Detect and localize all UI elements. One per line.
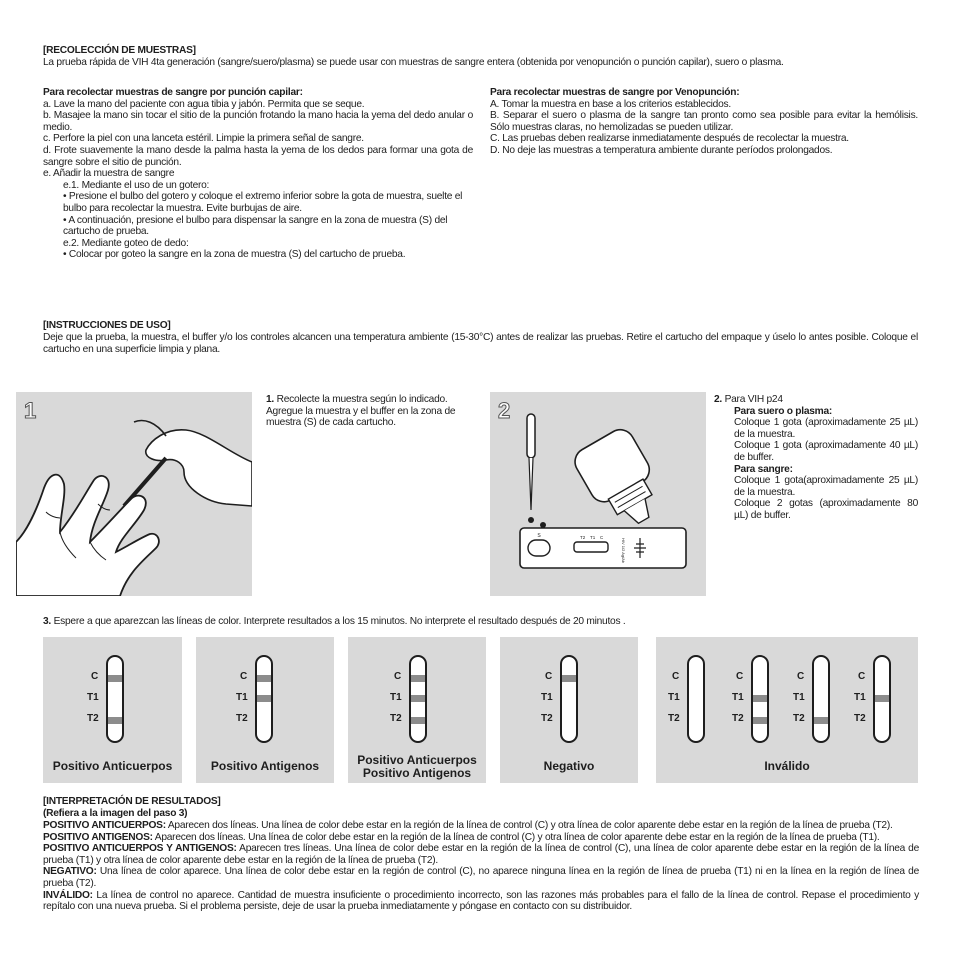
label-c: C [672,671,680,682]
step2-text [714,394,918,522]
result-panel-negative [500,637,638,783]
band-t1 [411,695,425,702]
step3-text [43,616,923,628]
band-t2 [411,717,425,724]
step2-serum-b: Coloque 1 gota (aproximadamente 40 µL) de buffer. [734,440,918,463]
label-t2: T2 [390,713,402,724]
result-caption-line2: Positivo Antigenos [362,766,472,780]
interpretation-positive-both [43,843,919,866]
label-c: C [858,671,866,682]
capillary-title: Para recolectar muestras de sangre por punción capilar: [43,87,303,98]
term: POSITIVO ANTICUERPOS: [43,820,166,831]
label-t1: T1 [793,692,805,703]
test-strip [409,655,427,743]
test-strip [812,655,830,743]
capillary-step-c: c. Perfore la piel con una lanceta estéril. Limpie la primera señal de sangre. [43,133,364,145]
venous-title: Para recolectar muestras de sangre por Venopunción: [490,87,740,98]
capillary-step-e2a: • Colocar por goteo la sangre en la zona de muestra (S) del cartucho de prueba. [63,249,406,261]
capillary-step-a: a. Lave la mano del paciente con agua tibia y jabón. Permita que se seque. [43,98,365,110]
dropper-cassette-illustration [490,392,706,596]
capillary-section [43,87,473,261]
result-caption [348,754,486,780]
label-c: C [797,671,805,682]
cassette-t1-label: T1 [590,535,596,540]
term: POSITIVO ANTICUERPOS Y ANTIGENOS: [43,843,237,855]
test-strip [106,655,124,743]
step2-badge: 2 [498,398,511,423]
result-panel-invalid [656,637,918,783]
interpretation-negative [43,866,919,889]
cassette-t2-label: T2 [580,535,586,540]
result-panel-positive-both [348,637,486,783]
band-c [108,675,122,682]
term: NEGATIVO: [43,866,97,878]
result-caption: Inválido [764,759,810,773]
capillary-step-e: e. Añadir la muestra de sangre [43,168,175,180]
definition: Aparecen dos líneas. Una línea de color debe estar en la región de la línea de control (C) y otra línea de color aparente debe estar en la región de la línea de prueba (T2). [165,820,893,831]
label-c: C [91,671,99,682]
label-t2: T2 [87,713,99,724]
capillary-step-e2: e.2. Mediante goteo de dedo: [63,237,189,249]
label-t2: T2 [236,713,248,724]
step2-serum-a: Coloque 1 gota (aproximadamente 25 µL) de la muestra. [734,417,918,440]
label-c: C [240,671,248,682]
result-caption-line1: Positivo Anticuerpos [357,753,477,767]
label-c: C [545,671,553,682]
band-c [562,675,576,682]
step2-serum-title: Para suero o plasma: [734,405,833,417]
step2-title: Para VIH p24 [724,394,783,405]
test-strip [255,655,273,743]
band-t2 [814,717,828,724]
hand-lancet-illustration [16,392,252,596]
test-strip [873,655,891,743]
label-c: C [394,671,402,682]
interpretation-positive-antibodies [43,820,919,832]
band-t2 [753,717,767,724]
label-t2: T2 [793,713,805,724]
sample-intro: La prueba rápida de VIH 4ta generación (sangre/suero/plasma) se puede usar con muestras de sangre entera (obtenida por venopunción o punción capilar), suero o plasma. [43,57,784,68]
venous-step-b: B. Separar el suero o plasma de la sangre tan pronto como sea posible para evitar la hemólisis. Sólo muestras claras, no hemolizadas se pueden utilizar. [490,110,918,133]
label-t2: T2 [541,713,553,724]
interpretation-invalid [43,890,919,913]
definition: La línea de control no aparece. Cantidad de muestra insuficiente o procedimiento incorrecto, son las razones más probables para el fallo de la línea de control. Repase el procedimiento y repítalo con una nueva prueba. Si el problema persiste, deje de usar la prueba inmediatamente y póngase en contacto con su distribuidor. [43,889,919,913]
cassette-c-label: C [600,535,604,540]
label-t2: T2 [668,713,680,724]
step2-blood-b: Coloque 2 gotas (aproximadamente 80 µL) de buffer. [734,498,918,521]
venous-section [490,87,918,157]
test-strip [560,655,578,743]
instructions-heading: [INSTRUCCIONES DE USO] [43,320,171,331]
test-strip [687,655,705,743]
label-t1: T1 [732,692,744,703]
interpretation-list [43,820,919,913]
step1-badge: 1 [24,398,37,423]
venous-step-a: A. Tomar la muestra en base a los criterios establecidos. [490,98,731,110]
interpretation-ref: (Refiera a la imagen del paso 3) [43,808,188,819]
band-t1 [875,695,889,702]
capillary-step-d: d. Frote suavemente la mano desde la palma hasta la yema de los dedos para formar una gota de sangre sobre el sitio de punción. [43,144,473,168]
label-t2: T2 [732,713,744,724]
step2-blood-title: Para sangre: [734,463,793,475]
capillary-step-e1a: • Presione el bulbo del gotero y coloque el extremo inferior sobre la gota de muestra, suelte el bulbo para recolectar la muestra. Evite burbujas de aire. [63,191,463,214]
band-c [411,675,425,682]
label-t1: T1 [87,692,99,703]
definition: Una línea de color aparece. Una línea de color debe estar en la región de control (C), no aparece ninguna línea en la región de línea de prueba (T1) ni en la línea en la región de línea de prueba (T2). [43,866,919,889]
step1-number: 1. [266,394,274,405]
venous-step-c: C. Las pruebas deben realizarse inmediatamente después de recolectar la muestra. [490,133,849,145]
step3-description: Espere a que aparezcan las líneas de color. Interprete resultados a los 15 minutos. No interprete el resultado después de 20 minutos . [53,616,626,627]
label-t2: T2 [854,713,866,724]
label-c: C [736,671,744,682]
definition: Aparecen tres líneas. Una línea de color debe estar en la región de la línea de control (C), una línea de color aparente debe estar en la región de la línea de prueba (T1) y otra línea de color aparente debe estar en la región de la línea de prueba (T2). [43,843,920,866]
definition: Aparecen dos líneas. Una línea de color debe estar en la región de la línea de control (C) y otra línea de color aparente debe estar en la región de la línea de prueba (T1). [152,831,880,843]
step1-text [266,394,476,429]
band-t1 [753,695,767,702]
band-t2 [108,717,122,724]
label-t1: T1 [668,692,680,703]
venous-step-d: D. No deje las muestras a temperatura ambiente durante períodos prolongados. [490,144,833,156]
cassette-brand: HIV 1/2 Ag/Ab [621,538,626,564]
step2-illustration [490,392,706,596]
step2-blood-a: Coloque 1 gota(aproximadamente 25 µL) de la muestra. [734,475,918,498]
interpretation-positive-antigens [43,832,919,844]
step2-number: 2. [714,394,722,405]
capillary-step-e1b: • A continuación, presione el bulbo para dispensar la sangre en la zona de muestra (S) del cartucho de prueba. [63,214,448,238]
sample-heading: [RECOLECCIÓN DE MUESTRAS] [43,45,196,56]
label-t1: T1 [854,692,866,703]
result-panel-positive-antibodies [43,637,182,783]
interpretation-heading: [INTERPRETACIÓN DE RESULTADOS] [43,796,221,807]
label-t1: T1 [390,692,402,703]
result-caption: Positivo Anticuerpos [52,759,173,773]
result-caption: Positivo Antigenos [210,759,320,773]
capillary-step-b: b. Masajee la mano sin tocar el sitio de la punción frotando la mano hacia la yema del dedo anular o medio. [43,110,473,133]
step1-description: Recolecte la muestra según lo indicado. Agregue la muestra y el buffer en la zona de muestra (S) de cada cartucho. [266,394,456,429]
instructions-text: Deje que la prueba, la muestra, el buffer y/o los controles alcancen una temperatura ambiente (15-30°C) antes de realizar las pruebas. Retire el cartucho del empaque y úselo lo antes posible. Coloque el cartucho en una superficie limpia y plana. [43,332,918,355]
result-panel-positive-antigens [196,637,334,783]
term: INVÁLIDO: [43,889,93,901]
result-caption: Negativo [543,759,595,773]
test-strip [751,655,769,743]
step3-number: 3. [43,616,51,627]
capillary-step-e1: e.1. Mediante el uso de un gotero: [63,179,210,191]
band-c [257,675,271,682]
term: POSITIVO ANTIGENOS: [43,831,153,843]
label-t1: T1 [541,692,553,703]
label-t1: T1 [236,692,248,703]
cassette-s-label: S [537,533,541,539]
step1-illustration [16,392,252,596]
band-t1 [257,695,271,702]
